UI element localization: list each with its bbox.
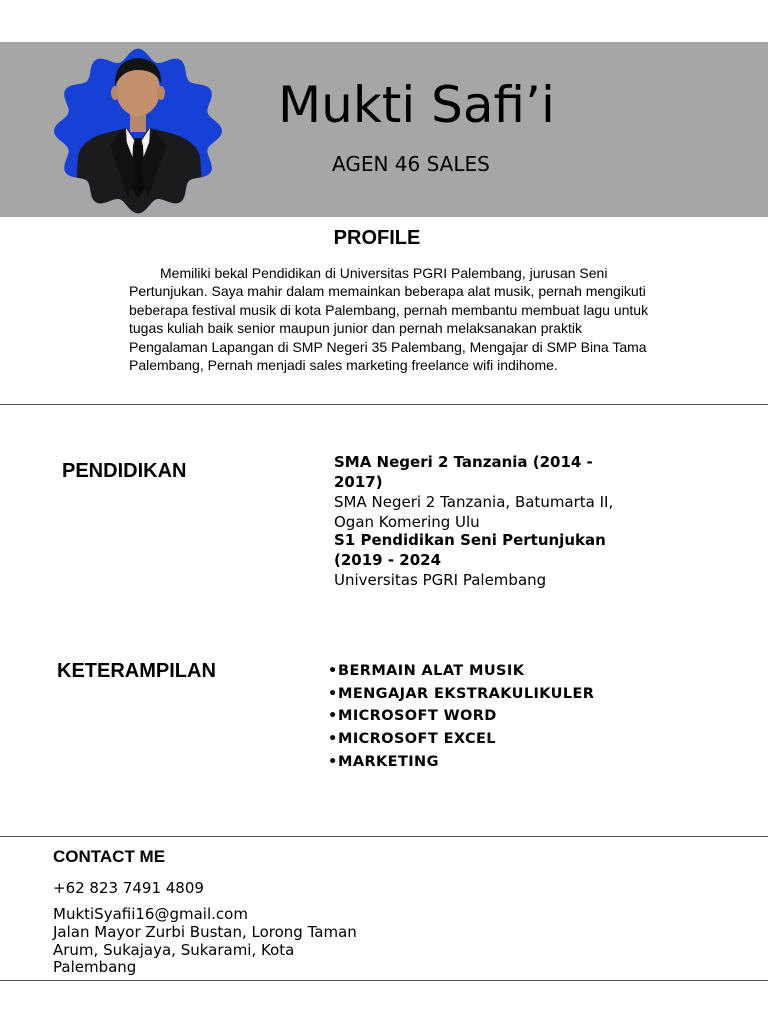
- skills-heading: KETERAMPILAN: [57, 660, 216, 682]
- skills-list: [328, 660, 594, 774]
- bullet-icon: •: [328, 731, 338, 748]
- education-entry-heading: S1 Pendidikan Seni Pertunjukan (2019 - 2024: [334, 531, 606, 569]
- bullet-icon: •: [328, 663, 338, 679]
- education-entry-heading: SMA Negeri 2 Tanzania (2014 - 2017): [334, 453, 593, 491]
- skill-item: •MARKETING: [328, 751, 594, 774]
- bullet-icon: •: [328, 685, 338, 702]
- avatar: [52, 48, 224, 214]
- divider: [0, 980, 768, 981]
- education-entry-detail: SMA Negeri 2 Tanzania, Batumarta II, Ogan Komering Ulu: [334, 493, 614, 531]
- divider: [0, 404, 768, 405]
- bullet-icon: •: [328, 753, 338, 770]
- profile-summary: Memiliki bekal Pendidikan di Universitas PGRI Palembang, jurusan Seni Pertunjukan. Saya mahir dalam memainkan beberapa alat musik, pernah mengikuti beberapa festival musik di kota Palembang, pernah membantu membuat lagu untuk tugas kuliah baik senior maupun junior dan pernah melaksanakan praktik Pengalaman Lapangan di SMP Negeri 35 Palembang, Mengajar di SMP Bina Tama Palembang, Pernah menjadi sales marketing freelance wifi indihome.: [129, 265, 649, 374]
- contact-address: Jalan Mayor Zurbi Bustan, Lorong Taman Arum, Sukajaya, Sukarami, Kota Palembang: [53, 923, 357, 976]
- person-name: Mukti Safi’i: [278, 76, 555, 134]
- contact-email: MuktiSyafii16@gmail.com: [53, 905, 248, 923]
- contact-heading: CONTACT ME: [53, 847, 166, 866]
- contact-phone: +62 823 7491 4809: [53, 879, 204, 897]
- skill-item: •BERMAIN ALAT MUSIK: [328, 660, 594, 683]
- education-entry: [334, 452, 644, 532]
- education-entry-detail: Universitas PGRI Palembang: [334, 571, 547, 589]
- skill-item: •MICROSOFT EXCEL: [328, 728, 594, 751]
- skill-item: •MICROSOFT WORD: [328, 705, 594, 728]
- bullet-icon: •: [328, 708, 338, 725]
- education-heading: PENDIDIKAN: [62, 460, 187, 482]
- education-entry: [334, 530, 644, 590]
- profile-heading: PROFILE: [333, 227, 421, 249]
- divider: [0, 836, 768, 837]
- job-title: AGEN 46 SALES: [332, 152, 490, 176]
- profile-photo: [52, 48, 224, 214]
- skill-item: •MENGAJAR EKSTRAKULIKULER: [328, 683, 594, 706]
